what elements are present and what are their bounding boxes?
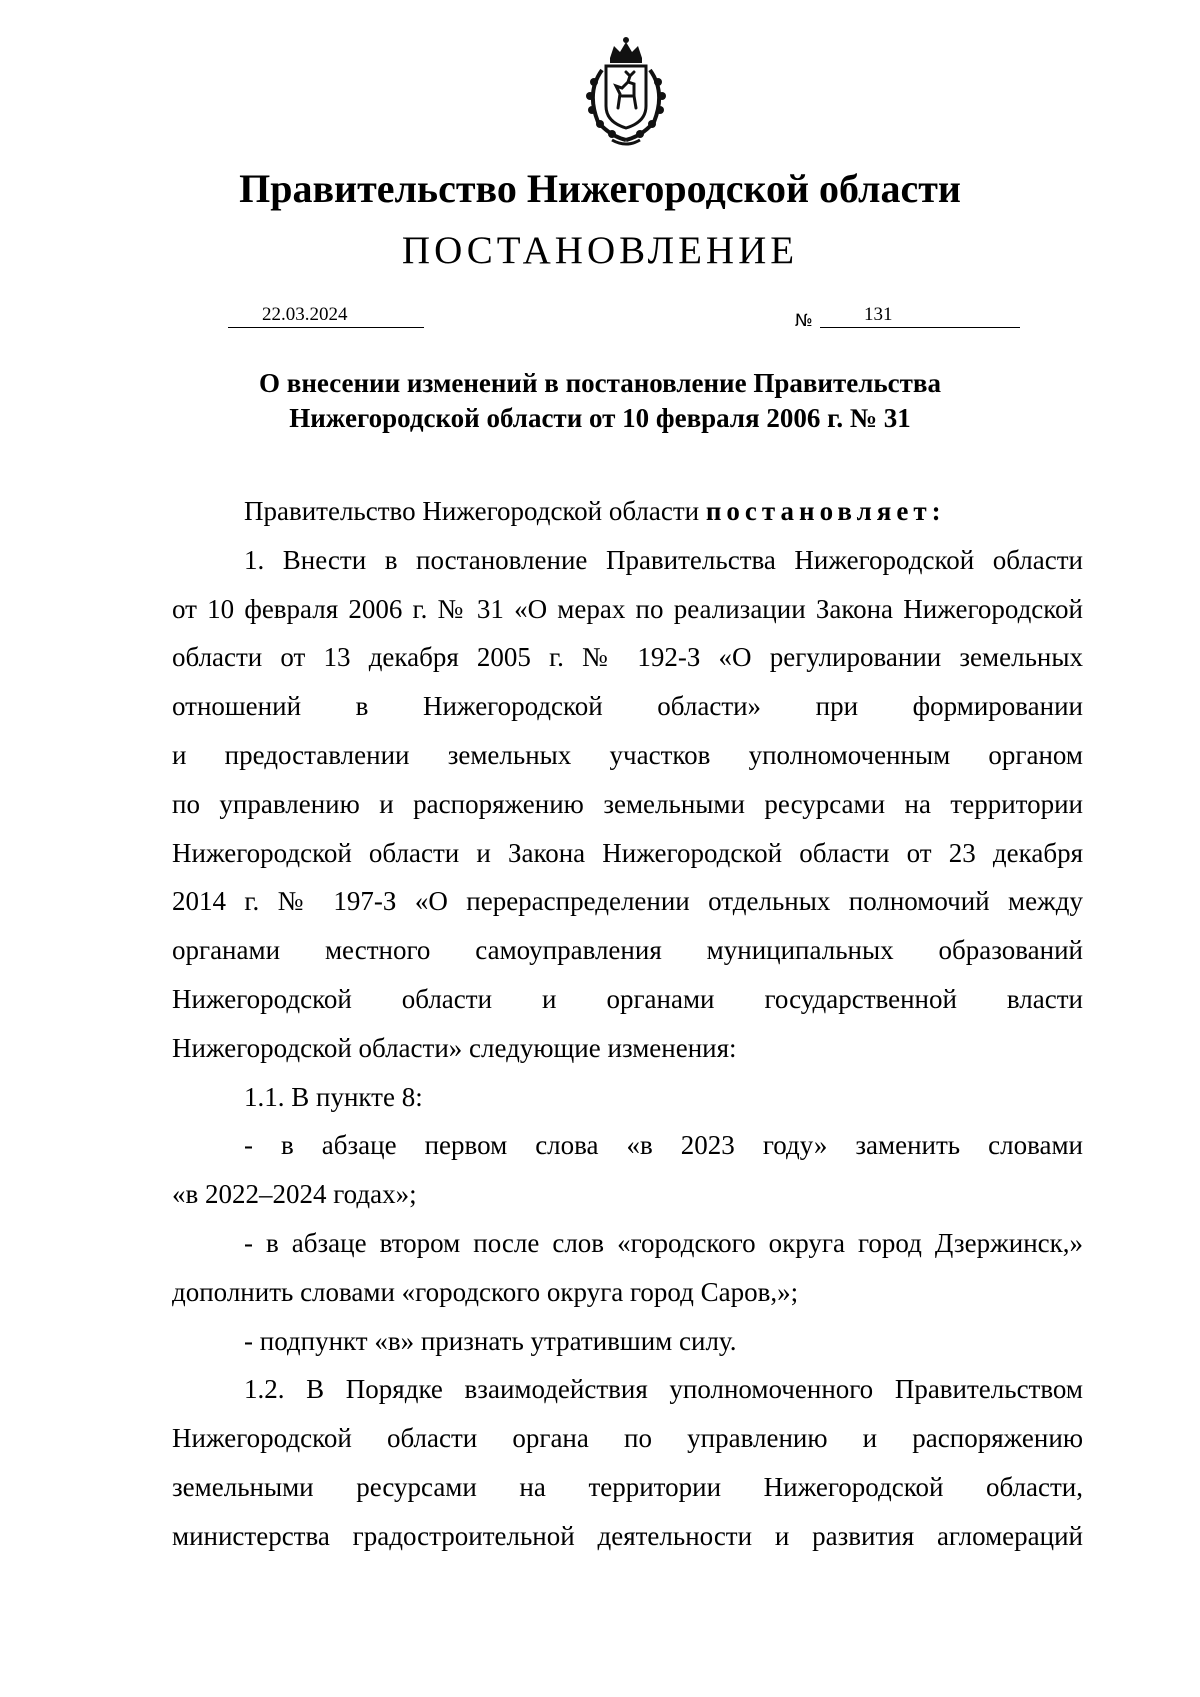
body-line: области от 13 декабря 2005 г. № 192-З «О регулировании земельных: [172, 642, 1083, 673]
body-line: Нижегородской области и органами государственной власти: [172, 983, 1083, 1014]
body-line: министерства градостроительной деятельности и развития агломераций: [172, 1520, 1083, 1551]
body-line: - в абзаце втором после слов «городского округа город Дзержинск,»: [244, 1227, 1083, 1258]
date-field: 22.03.2024: [228, 303, 424, 328]
body-line: «в 2022–2024 годах»;: [172, 1179, 417, 1210]
number-label: №: [795, 311, 813, 331]
body-line: земельными ресурсами на территории Нижегородской области,: [172, 1471, 1083, 1502]
subject-line: Нижегородской области от 10 февраля 2006 г. № 31: [289, 403, 911, 433]
document-subject: [0, 366, 1200, 436]
body-line: по управлению и распоряжению земельными ресурсами на территории: [172, 788, 1083, 819]
body-line: отношений в Нижегородской области» при формировании: [172, 691, 1083, 722]
body-line: 1.2. В Порядке взаимодействия уполномоченного Правительством: [244, 1374, 1083, 1405]
body-line: Нижегородской области» следующие изменения:: [172, 1032, 737, 1063]
government-title: Правительство Нижегородской области: [239, 166, 961, 211]
number-field: 131: [820, 303, 1020, 328]
body-line: Нижегородской области и Закона Нижегородской области от 23 декабря: [172, 837, 1083, 868]
resolves-word: постановляет:: [705, 496, 946, 526]
body-line: Нижегородской области органа по управлению и распоряжению: [172, 1423, 1083, 1454]
body-line: - подпункт «в» признать утратившим силу.: [244, 1325, 737, 1356]
document-body: [172, 487, 1083, 1561]
body-line: 2014 г. № 197-З «О перераспределении отдельных полномочий между: [172, 886, 1083, 917]
body-line: и предоставлении земельных участков уполномоченным органом: [172, 739, 1083, 770]
body-line: - в абзаце первом слова «в 2023 году» заменить словами: [244, 1130, 1083, 1161]
body-line: дополнить словами «городского округа город Саров,»;: [172, 1276, 799, 1307]
subject-line: О внесении изменений в постановление Правительства: [259, 368, 941, 398]
intro-text: Правительство Нижегородской области: [244, 496, 706, 526]
intro-paragraph: [172, 487, 1083, 536]
body-line: органами местного самоуправления муниципальных образований: [172, 935, 1083, 966]
coat-of-arms-icon: [568, 36, 684, 148]
document-type: ПОСТАНОВЛЕНИЕ: [401, 229, 799, 272]
body-line: 1.1. В пункте 8:: [244, 1081, 423, 1112]
body-line: от 10 февраля 2006 г. № 31 «О мерах по реализации Закона Нижегородской: [172, 593, 1083, 624]
body-line: 1. Внести в постановление Правительства Нижегородской области: [244, 544, 1083, 575]
